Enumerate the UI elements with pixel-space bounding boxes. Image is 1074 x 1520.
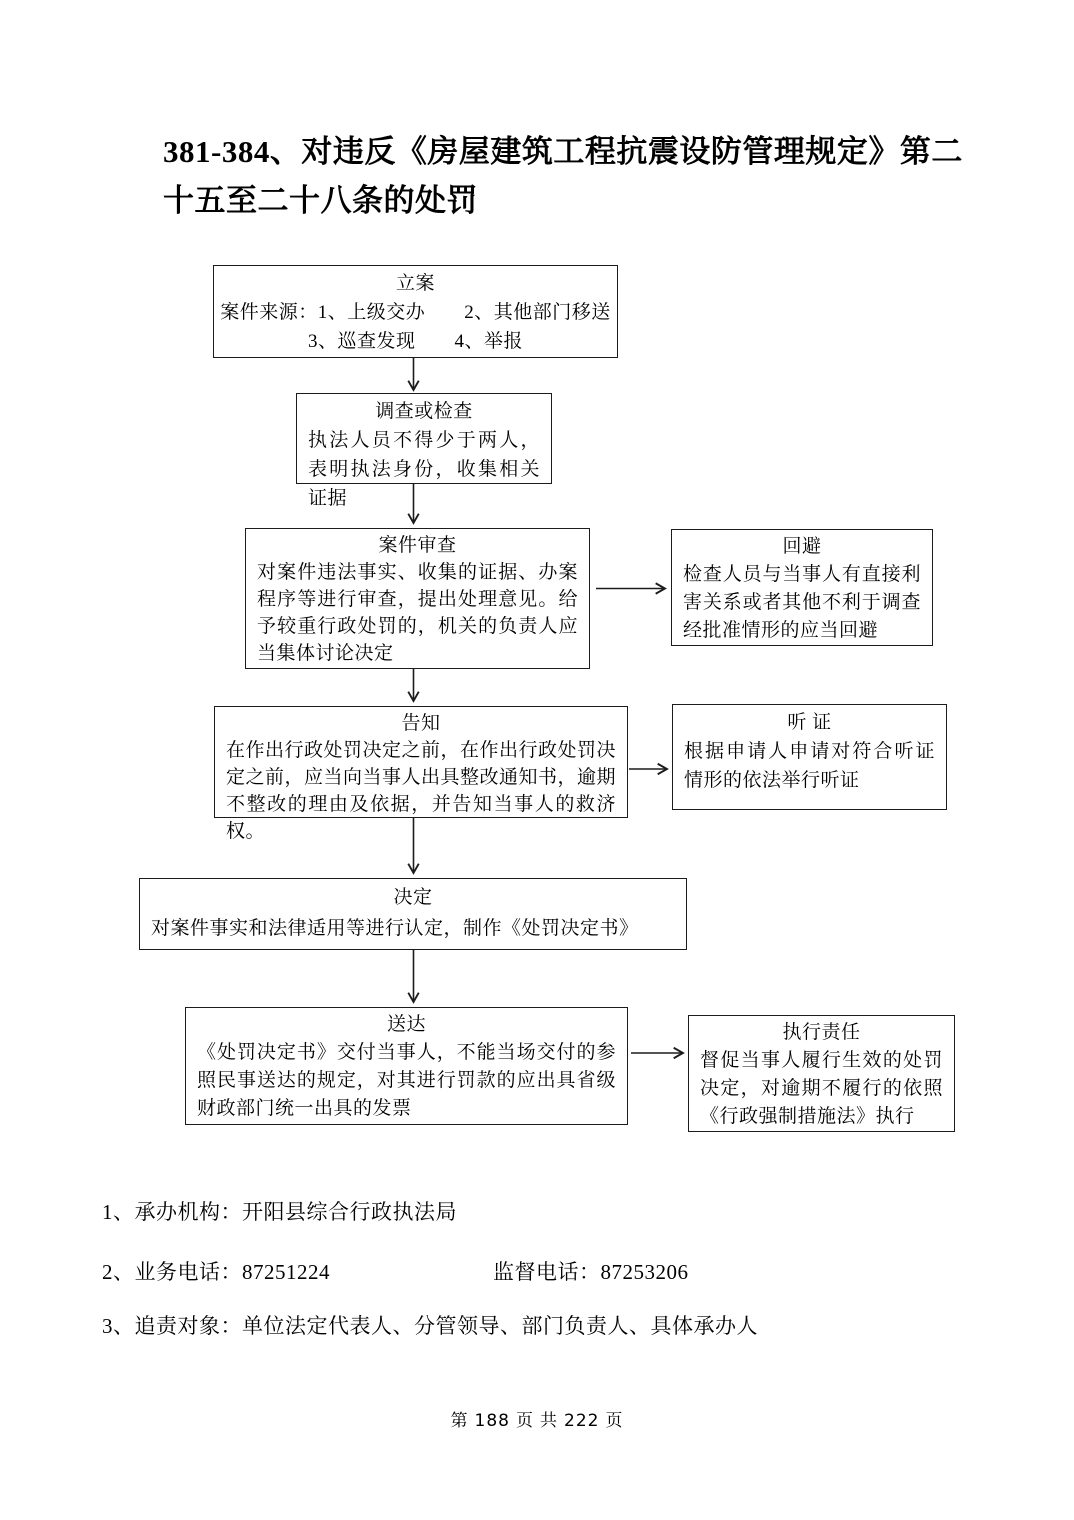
- flow-node-diaocha-body: 执法人员不得少于两人，表明执法身份，收集相关证据: [308, 430, 540, 509]
- flow-node-lian-line2: 3、巡查发现 4、举报: [307, 331, 523, 352]
- flow-node-jueding: [139, 878, 687, 950]
- flow-node-lian-title: 立案: [395, 273, 435, 294]
- footer-page-number: 188: [474, 1411, 510, 1431]
- footer-mid-2: 共: [540, 1411, 558, 1430]
- flow-node-gaozhi-title: 告知: [401, 713, 441, 734]
- note-supervise-phone: 监督电话：87253206: [493, 1260, 689, 1284]
- page-title-line-2: 十五至二十八条的处罚: [163, 183, 478, 218]
- flow-node-zhixing-title: 执行责任: [782, 1022, 861, 1043]
- flow-node-huibi-title: 回避: [782, 536, 822, 557]
- flow-node-gaozhi-body: 在作出行政处罚决定之前，在作出行政处罚决定之前，应当向当事人出具整改通知书，逾期不整改的理由及依据，并告知当事人的救济权。: [226, 740, 617, 842]
- flow-node-huibi: [671, 529, 933, 646]
- page-title-line-1: 381-384、对违反《房屋建筑工程抗震设防管理规定》第二: [163, 134, 963, 169]
- flow-node-songda-body: 《处罚决定书》交付当事人，不能当场交付的参照民事送达的规定，对其进行罚款的应出具省级财政部门统一出具的发票: [197, 1042, 616, 1119]
- footer-suffix: 页: [605, 1411, 624, 1430]
- flow-node-songda-title: 送达: [386, 1014, 426, 1035]
- flow-node-diaocha-title: 调查或检查: [375, 401, 473, 422]
- flow-node-tingzheng: [672, 704, 947, 810]
- flow-node-songda: [185, 1007, 628, 1125]
- flow-node-shencha: [245, 528, 590, 669]
- flow-node-jueding-title: 决定: [393, 887, 433, 908]
- note-accountability: 3、追责对象：单位法定代表人、分管领导、部门负责人、具体承办人: [102, 1314, 758, 1338]
- flow-node-zhixing: [688, 1015, 955, 1132]
- flow-node-shencha-body: 对案件违法事实、收集的证据、办案程序等进行审查，提出处理意见。给予较重行政处罚的，机关的负责人应当集体讨论决定: [257, 562, 578, 664]
- footer-total-pages: 222: [564, 1411, 600, 1431]
- note-phones: [102, 1257, 689, 1287]
- page-title: [163, 127, 963, 225]
- flow-node-shencha-title: 案件审查: [378, 535, 457, 556]
- flow-node-huibi-body: 检查人员与当事人有直接利害关系或者其他不利于调查经批准情形的应当回避: [683, 564, 921, 641]
- flow-node-jueding-body: 对案件事实和法律适用等进行认定，制作《处罚决定书》: [151, 918, 639, 939]
- footer-prefix: 第: [450, 1411, 469, 1430]
- footer-mid-1: 页: [516, 1411, 534, 1430]
- page-footer: [0, 1406, 1074, 1431]
- flow-node-diaocha: [296, 393, 552, 509]
- flow-node-tingzheng-body: 根据申请人申请对符合听证情形的依法举行听证: [684, 741, 935, 791]
- note-agency: 1、承办机构：开阳县综合行政执法局: [102, 1200, 457, 1224]
- flow-node-zhixing-body: 督促当事人履行生效的处罚决定，对逾期不履行的依照《行政强制措施法》执行: [700, 1050, 943, 1127]
- flow-node-lian: [213, 265, 618, 358]
- flow-node-gaozhi: [214, 706, 628, 842]
- flow-node-lian-line1: 案件来源：1、上级交办 2、其他部门移送: [220, 302, 611, 323]
- note-business-phone: 2、业务电话：87251224: [102, 1260, 330, 1284]
- flow-node-tingzheng-title: 听 证: [787, 712, 832, 733]
